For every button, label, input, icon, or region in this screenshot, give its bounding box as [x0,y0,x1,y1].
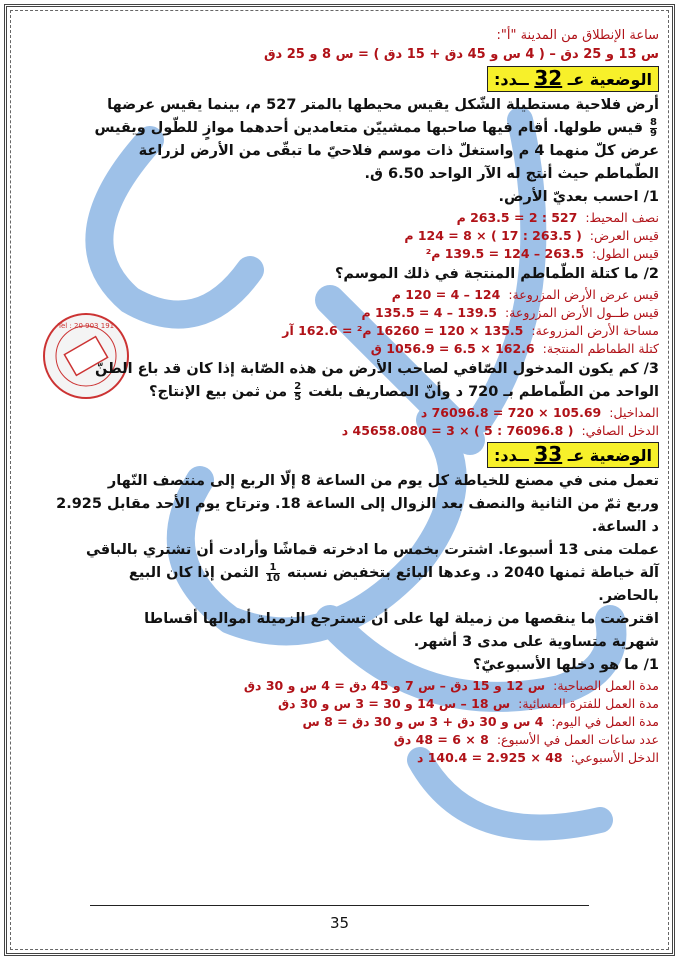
intro-heading: ساعة الإنطلاق من المدينة "أ": [496,28,659,43]
problem-33-line: تعمل منى في مصنع للخياطة كل يوم من الساعة 8 إلّا الربع إلى منتصف النّهار [107,473,659,489]
problem-33-line: آلة خياطة ثمنها 2040 د. وعدها البائع بتخفيض نسبته $\frac{1}{10}$ الثمن إذا كان البيع [128,561,659,584]
answer-row: مدة العمل في اليوم: 4 س و 30 دق + 3 س و 30 دق = 8 س [302,714,659,729]
question-32-2: 2/ ما كتلة الطّماطم المنتجة في ذلك الموسم؟ [335,266,659,282]
question-33-1: 1/ ما هو دخلها الأسبوعيّ؟ [473,657,659,673]
fraction-8-9: $\frac{8}{9}$ [650,116,657,139]
problem-32-line: أرض فلاحية مستطيلة الشّكل يقيس محيطها بالمتر 527 م، بينما يقيس عرضها [107,97,659,113]
document-body [20,26,659,767]
page-number: 35 [329,914,350,932]
answer-row: قيس طــول الأرض المزروعة: 139.5 – 4 = 135.5 م [361,305,659,320]
answer-row: نصف المحيط: 527 : 2 = 263.5 م [456,210,659,225]
answer-row: مدة العمل للفترة المسائية: س 18 – س 14 و 30 = 3 س و 30 دق [277,696,659,711]
problem-32-line: عرض كلّ منهما 4 م واستغلّ ذات موسم فلاحيّ ما تبقّى من الأرض لزراعة [138,143,659,159]
answer-row: كتلة الطماطم المنتجة: 162.6 × 6.5 = 1056.9 ق [370,341,659,356]
problem-33-line: وربع ثمّ من الثانية والنصف بعد الزوال إلى الساعة 18. وترتاح يوم الأحد مقابل 2.925 [56,496,659,512]
problem-33-line: د الساعة. [591,519,659,535]
answer-row: مدة العمل الصباحية: س 12 و 15 دق – س 7 و 45 دق = 4 س و 30 دق [243,678,659,693]
answer-row: قيس الطول: 263.5 – 124 = 139.5 م² [425,246,659,261]
problem-33-line: بالحاضر. [598,588,659,604]
answer-row: الدخل الصافي: ( 76096.8 : 5 ) × 3 = 45658.080 د [341,423,659,438]
footer-divider [90,905,589,906]
answer-row: المداخيل: 105.69 × 720 = 76096.8 د [420,405,659,420]
problem-32-line: الطّماطم حيث أنتج له الآر الواحد 6.50 ق. [364,166,659,182]
section-32-title: الوضعية عـ 32 ــدد: [487,66,659,92]
problem-32-line: $\frac{8}{9}$ قيس طولها. أقام فيها صاحبها ممشييّن متعامدين أحدهما موازٍ للطّول ويقيس [94,116,657,139]
fraction-1-10: $\frac{1}{10}$ [266,561,280,584]
fraction-2-5: $\frac{2}{5}$ [294,380,302,403]
question-32-3: 3/ كم يكون المدخول الصّافي لصاحب الأرض من هذه الصّابة إذا كان قد باع الطنّ [94,361,659,377]
svg-text:Tel : 20 903 191: Tel : 20 903 191 [57,322,115,330]
problem-33-line: شهرية متساوية على مدى 3 أشهر. [413,634,659,650]
answer-row: الدخل الأسبوعي: 48 × 2.925 = 140.4 د [416,750,659,765]
intro-calc: س 13 و 25 دق – ( 4 س و 45 دق + 15 دق ) = س 8 و 25 دق [263,47,659,62]
question-32-3-cont: الواحد من الطّماطم بـ 720 د وأنّ المصاريف بلغت $\frac{2}{5}$ من ثمن بيع الإنتاج؟ [149,380,659,403]
answer-row: عدد ساعات العمل في الأسبوع: 8 × 6 = 48 دق [393,732,659,747]
answer-row: قيس عرض الأرض المزروعة: 124 – 4 = 120 م [391,287,659,302]
problem-33-line: اقترضت ما ينقصها من زميلة لها على أن تسترجع الزميلة أموالها أقساطا [144,611,659,627]
answer-row: مساحة الأرض المزروعة: 135.5 × 120 = 16260 م² = 162.6 آر [282,323,659,338]
answer-row: قيس العرض: ( 263.5 : 17 ) × 8 = 124 م [404,228,659,243]
section-33-title: الوضعية عـ 33 ــدد: [487,442,659,468]
problem-33-line: عملت منى 13 أسبوعا. اشترت بخمس ما ادخرته قماشًا وأرادت أن تشتري بالباقي [85,542,659,558]
question-32-1: 1/ احسب بعديّ الأرض. [498,189,659,205]
